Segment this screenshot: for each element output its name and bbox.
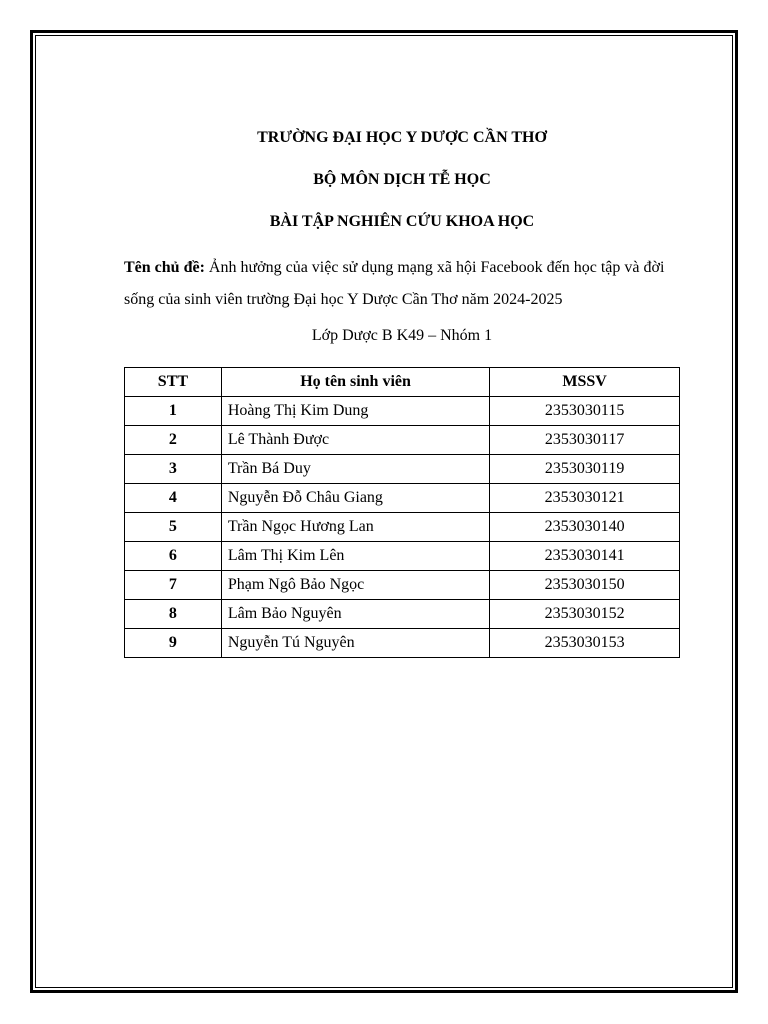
row-stt: 1 xyxy=(125,397,222,426)
row-name: Nguyễn Đỗ Châu Giang xyxy=(221,484,489,513)
table-row xyxy=(125,571,680,600)
row-name: Nguyễn Tú Nguyên xyxy=(221,629,489,658)
row-name: Lê Thành Được xyxy=(221,426,489,455)
header-mssv: MSSV xyxy=(490,368,680,397)
row-mssv: 2353030115 xyxy=(490,397,680,426)
row-mssv: 2353030150 xyxy=(490,571,680,600)
row-name: Lâm Thị Kim Lên xyxy=(221,542,489,571)
topic-label: Tên chủ đề: xyxy=(124,259,205,276)
table-row xyxy=(125,484,680,513)
table-row xyxy=(125,455,680,484)
table-row xyxy=(125,629,680,658)
row-name: Trần Bá Duy xyxy=(221,455,489,484)
topic-text: Ảnh hưởng của việc sử dụng mạng xã hội Facebook đến học tập và đời sống của sinh viên trường Đại học Y Dược Cần Thơ năm 2024-2025 xyxy=(124,259,665,308)
row-mssv: 2353030117 xyxy=(490,426,680,455)
row-mssv: 2353030119 xyxy=(490,455,680,484)
row-name: Hoàng Thị Kim Dung xyxy=(221,397,489,426)
row-stt: 8 xyxy=(125,600,222,629)
row-mssv: 2353030140 xyxy=(490,513,680,542)
row-stt: 9 xyxy=(125,629,222,658)
row-stt: 7 xyxy=(125,571,222,600)
row-stt: 5 xyxy=(125,513,222,542)
row-mssv: 2353030141 xyxy=(490,542,680,571)
topic-paragraph xyxy=(124,252,694,316)
table-row xyxy=(125,542,680,571)
table-header-row xyxy=(125,368,680,397)
row-mssv: 2353030153 xyxy=(490,629,680,658)
table-row xyxy=(125,600,680,629)
row-stt: 2 xyxy=(125,426,222,455)
department-title: BỘ MÔN DỊCH TỄ HỌC xyxy=(313,171,491,188)
header-stt: STT xyxy=(125,368,222,397)
table-row xyxy=(125,397,680,426)
row-mssv: 2353030121 xyxy=(490,484,680,513)
university-title: TRƯỜNG ĐẠI HỌC Y DƯỢC CẦN THƠ xyxy=(257,129,547,146)
header-name: Họ tên sinh viên xyxy=(221,368,489,397)
student-table xyxy=(124,367,680,658)
row-stt: 4 xyxy=(125,484,222,513)
assignment-title: BÀI TẬP NGHIÊN CỨU KHOA HỌC xyxy=(269,213,535,230)
row-name: Lâm Bảo Nguyên xyxy=(221,600,489,629)
row-mssv: 2353030152 xyxy=(490,600,680,629)
row-stt: 6 xyxy=(125,542,222,571)
row-name: Trần Ngọc Hương Lan xyxy=(221,513,489,542)
row-name: Phạm Ngô Bảo Ngọc xyxy=(221,571,489,600)
class-group-line: Lớp Dược B K49 – Nhóm 1 xyxy=(311,327,493,344)
table-row xyxy=(125,426,680,455)
table-row xyxy=(125,513,680,542)
row-stt: 3 xyxy=(125,455,222,484)
